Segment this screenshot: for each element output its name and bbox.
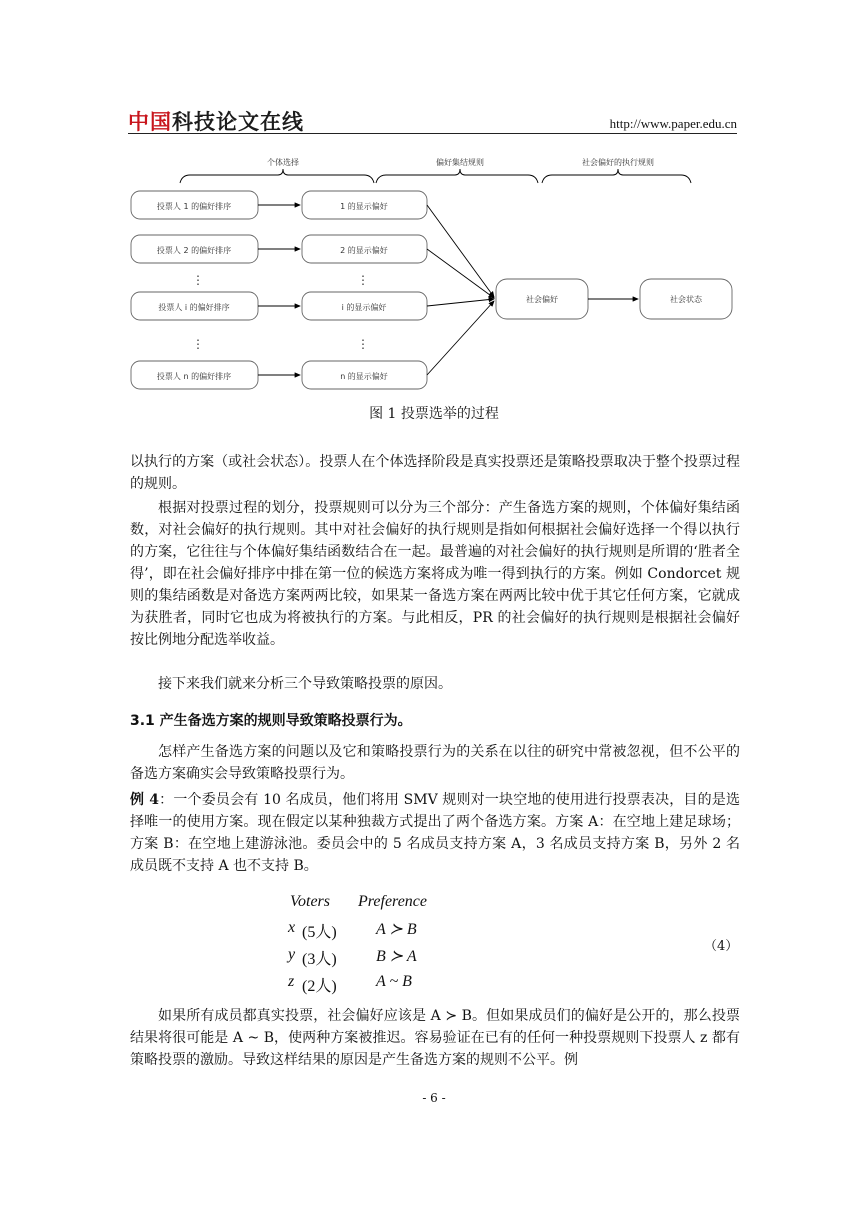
figure-caption: 图 1 投票选举的过程 (369, 406, 499, 422)
reveal-box-n-label: n 的显示偏好 (340, 372, 388, 381)
ellipsis-reveal-1: ⋮ (357, 273, 369, 287)
row-x-count: (5人) (302, 924, 337, 941)
example-4 (130, 789, 740, 877)
example-label: 例 4 (130, 792, 159, 808)
row-y-voter: y (288, 946, 296, 963)
logo-dark-part: 科技论文在线 (172, 110, 304, 134)
paragraph-5: 如果所有成员都真实投票，社会偏好应该是 A ≻ B。但如果成员们的偏好是公开的，那么投票结果将很可能是 A ~ B，使两种方案被推迟。容易验证在已有的任何一种投票规则下投票人 z 都有策略投票的激励。导致这样结果的原因是产生备选方案的规则不公平。例 (130, 1008, 740, 1068)
stage-label-execution: 社会偏好的执行规则 (582, 158, 654, 167)
voter-box-i-label: 投票人 i 的偏好排序 (158, 303, 230, 312)
voting-process-figure (128, 150, 740, 400)
paragraph-1: 以执行的方案（或社会状态）。投票人在个体选择阶段是真实投票还是策略投票取决于整个投票过程的规则。 (130, 454, 740, 492)
row-z-pref: A ~ B (376, 973, 412, 990)
page-number: - 6 - (422, 1091, 446, 1105)
brace-individual (180, 169, 374, 183)
brace-aggregation (376, 169, 538, 183)
arrow-reveal-n-social (427, 301, 494, 375)
paragraph-4: 怎样产生备选方案的问题以及它和策略投票行为的关系在以往的研究中常被忽视，但不公平的备选方案确实会导致策略投票行为。 (130, 744, 740, 782)
paragraph-3: 接下来我们就来分析三个导致策略投票的原因。 (158, 676, 452, 692)
journal-logo (128, 106, 304, 136)
header-rule (128, 133, 737, 134)
voter-box-n-label: 投票人 n 的偏好排序 (156, 372, 232, 381)
section-heading: 3.1 产生备选方案的规则导致策略投票行为。 (130, 713, 412, 729)
ellipsis-voters-2: ⋮ (192, 337, 204, 351)
stage-label-individual: 个体选择 (267, 158, 299, 167)
paragraph-2: 根据对投票过程的划分，投票规则可以分为三个部分：产生备选方案的规则，个体偏好集结函数，对社会偏好的执行规则。其中对社会偏好的执行规则是指如何根据社会偏好选择一个得以执行的方案，它往往与个体偏好集结函数结合在一起。最普遍的对社会偏好的执行规则是所谓的‘胜者全得’，即在社会偏好排序中排在第一位的候选方案将成为唯一得到执行的方案。例如 Condorcet 规则的集结函数是对备选方案两两比较，如果某一备选方案在两两比较中优于其它任何方案，它就成为获胜者，同时它也成为将被执行的方案。与此相反，PR 的社会偏好的执行规则是根据社会偏好按比例地分配选举收益。 (130, 500, 740, 648)
col-header-voters: Voters (290, 893, 330, 910)
row-y-count: (3人) (302, 951, 337, 968)
arrow-reveal-2-social (427, 249, 494, 298)
row-z-count: (2人) (302, 978, 337, 995)
preference-table (288, 893, 488, 993)
social-state-label: 社会状态 (670, 295, 702, 304)
row-x-voter: x (288, 919, 296, 936)
example-text: ：一个委员会有 10 名成员，他们将用 SMV 规则对一块空地的使用进行投票表决，目的是选择唯一的使用方案。现在假定以某种独裁方式提出了两个备选方案。方案 A：在空地上建足球场；方案 B：在空地上建游泳池。委员会中的 5 名成员支持方案 A，3 名成员支持方案 B，另外 2 名成员既不支持 A 也不支持 B。 (130, 792, 740, 874)
stage-label-aggregation: 偏好集结规则 (436, 158, 484, 167)
reveal-box-2-label: 2 的显示偏好 (340, 246, 388, 255)
brace-execution (542, 169, 691, 183)
logo-red-part: 中国 (128, 110, 172, 134)
arrow-reveal-1-social (427, 205, 494, 297)
reveal-box-i-label: i 的显示偏好 (341, 303, 387, 312)
header-url: http://www.paper.edu.cn (609, 116, 737, 131)
col-header-preference: Preference (358, 893, 427, 910)
row-x-pref: A ≻ B (376, 921, 417, 938)
row-z-voter: z (288, 973, 295, 990)
arrow-reveal-i-social (427, 299, 494, 306)
row-y-pref: B ≻ A (376, 948, 417, 965)
voter-box-1-label: 投票人 1 的偏好排序 (156, 202, 232, 211)
equation-number: （4） (704, 939, 739, 954)
ellipsis-reveal-2: ⋮ (357, 337, 369, 351)
ellipsis-voters-1: ⋮ (192, 273, 204, 287)
voter-box-2-label: 投票人 2 的偏好排序 (156, 246, 232, 255)
reveal-box-1-label: 1 的显示偏好 (340, 202, 388, 211)
social-preference-label: 社会偏好 (526, 295, 558, 304)
